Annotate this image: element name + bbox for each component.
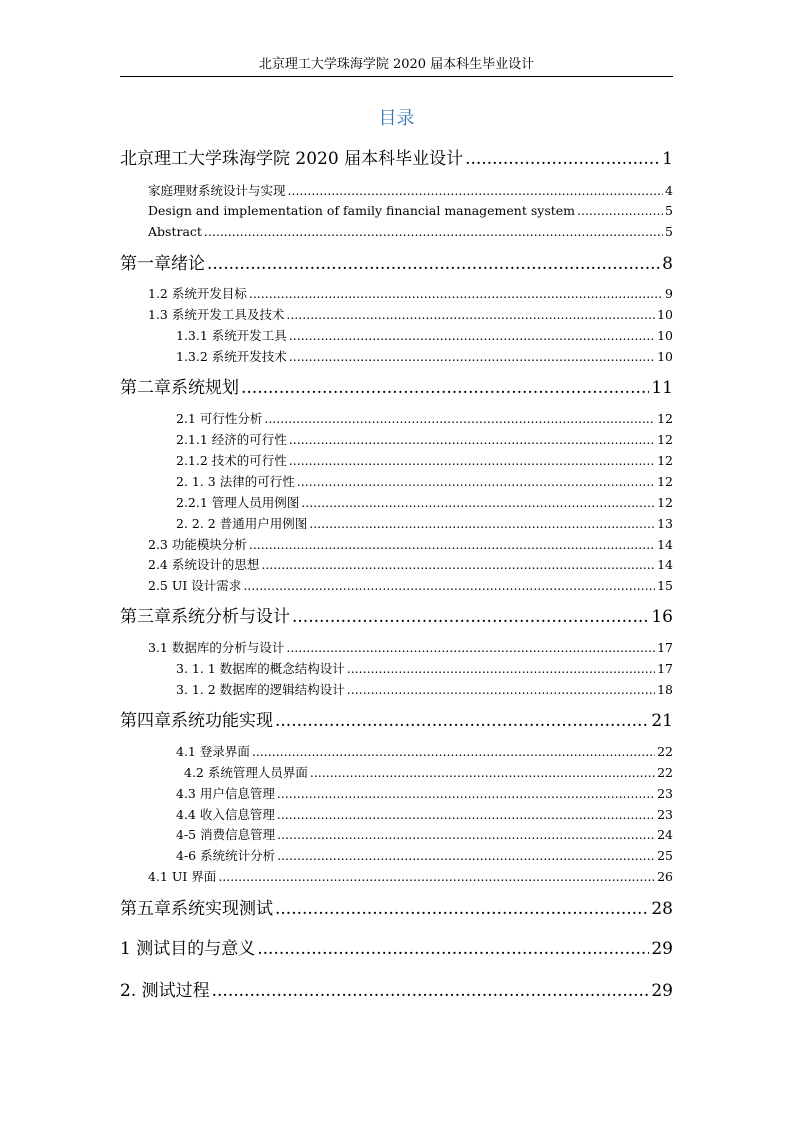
toc-entry[interactable]: 2. 2. 2 普通用户用例图 ..... 13 <box>176 515 673 533</box>
toc-entry[interactable]: 4.1 UI 界面 ..... 26 <box>148 868 673 886</box>
toc-entry[interactable]: 1.3.1 系统开发工具 ..... 10 <box>176 327 673 345</box>
toc-entry[interactable]: 3.1 数据库的分析与设计 ..... 17 <box>148 639 673 657</box>
toc-entry[interactable]: 2.4 系统设计的思想 ..... 14 <box>148 556 673 574</box>
toc-entry[interactable]: 1 测试目的与意义 ..... 29 <box>120 938 673 960</box>
toc-entry[interactable]: 北京理工大学珠海学院 2020 届本科毕业设计 ..... 1 <box>120 148 673 170</box>
toc-entry[interactable]: 1.3.2 系统开发技术 ..... 10 <box>176 348 673 366</box>
toc-entry[interactable]: 3. 1. 2 数据库的逻辑结构设计 ..... 18 <box>176 681 673 699</box>
toc-entry[interactable]: 第三章系统分析与设计 ..... 16 <box>120 606 673 628</box>
toc-entry[interactable]: 4.4 收入信息管理 ..... 23 <box>176 806 673 824</box>
running-header: 北京理工大学珠海学院 2020 届本科生毕业设计 <box>258 57 535 72</box>
toc-entry[interactable]: 2.1.2 技术的可行性 ..... 12 <box>176 452 673 470</box>
toc-entry[interactable]: 2. 1. 3 法律的可行性 ..... 12 <box>176 473 673 491</box>
toc-entry[interactable]: 4.2 系统管理人员界面 ..... 22 <box>184 764 673 782</box>
toc-entry[interactable]: 第二章系统规划 ..... 11 <box>120 377 673 399</box>
toc-entry[interactable]: 1.3 系统开发工具及技术 ..... 10 <box>148 306 673 324</box>
toc-entry[interactable]: 1.2 系统开发目标 ..... 9 <box>148 285 673 303</box>
toc-entry[interactable]: 家庭理财系统设计与实现 ..... 4 <box>148 182 673 200</box>
toc-entry[interactable]: 第五章系统实现测试 ..... 28 <box>120 898 673 920</box>
toc-entry[interactable]: 第四章系统功能实现 ..... 21 <box>120 710 673 732</box>
toc-entry[interactable]: 2.3 功能模块分析 ..... 14 <box>148 536 673 554</box>
toc-entry[interactable]: 4.1 登录界面 ..... 22 <box>176 743 673 761</box>
toc-entry[interactable]: 4.3 用户信息管理 ..... 23 <box>176 785 673 803</box>
toc-entry[interactable]: 2.1 可行性分析 ..... 12 <box>176 410 673 428</box>
toc-title: 目录 <box>378 108 415 129</box>
toc-entry[interactable]: 2. 测试过程 ..... 29 <box>120 980 673 1002</box>
toc-entry[interactable]: 第一章绪论 ..... 8 <box>120 253 673 275</box>
toc-entry[interactable]: 4-6 系统统计分析 ..... 25 <box>176 847 673 865</box>
toc-entry[interactable]: 3. 1. 1 数据库的概念结构设计 ..... 17 <box>176 660 673 678</box>
toc-entry[interactable]: 2.5 UI 设计需求 ..... 15 <box>148 577 673 595</box>
toc-entry[interactable]: Abstract ..... 5 <box>148 223 673 241</box>
header-rule <box>120 76 673 77</box>
toc-entry[interactable]: 2.1.1 经济的可行性 ..... 12 <box>176 431 673 449</box>
toc-entry[interactable]: 4-5 消费信息管理 ..... 24 <box>176 826 673 844</box>
toc-entry[interactable]: Design and implementation of family financial management system ..... 5 <box>148 202 673 220</box>
toc-entry[interactable]: 2.2.1 管理人员用例图 ..... 12 <box>176 494 673 512</box>
